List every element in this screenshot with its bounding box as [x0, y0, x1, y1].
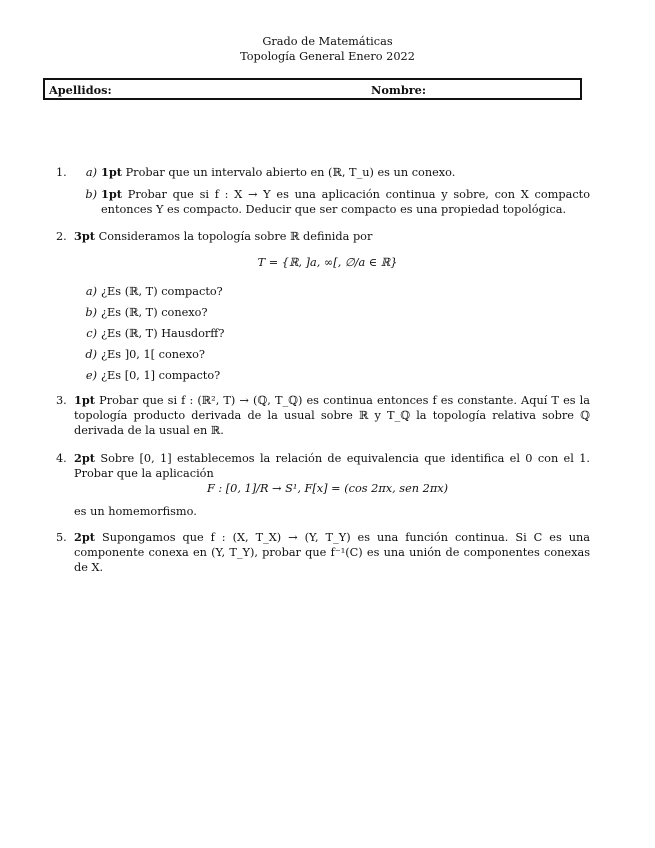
subquestion-text: ¿Es (ℝ, T) compacto? [101, 285, 223, 298]
question-text: Sobre [0, 1] establecemos la relación de equivalencia que identifica el 0 con el 1. Probar que la aplicación [74, 452, 590, 480]
subquestion-letter: e) [85, 369, 97, 382]
subquestion-letter: c) [86, 327, 97, 340]
equation: F : [0, 1]/R → S¹, F[x] = (cos 2πx, sen 2πx) [206, 482, 449, 495]
question-number: 4. [56, 452, 67, 465]
question-number: 1. [56, 166, 67, 179]
subquestion-text: ¿Es (ℝ, T) Hausdorff? [101, 327, 225, 340]
subquestion-text: Probar que si f : X → Y es una aplicación continua y sobre, con X compacto entonces Y es compacto. Deducir que ser compacto es una propiedad topológica. [101, 188, 590, 216]
question-text: es un homemorfismo. [74, 505, 197, 518]
subquestion-text: ¿Es ]0, 1[ conexo? [101, 348, 205, 361]
subquestion-text: ¿Es [0, 1] compacto? [101, 369, 221, 382]
points-badge: 2pt [74, 530, 95, 544]
points-badge: 1pt [101, 187, 122, 201]
equation: T = {ℝ, ]a, ∞[, ∅/a ∈ ℝ} [257, 256, 398, 269]
subquestion-letter: a) [85, 166, 97, 179]
points-badge: 2pt [74, 451, 95, 465]
points-badge: 3pt [74, 229, 95, 243]
name-box [43, 78, 582, 100]
surname-label: Apellidos: [49, 83, 112, 97]
exam-title: Topología General Enero 2022 [240, 50, 415, 63]
subquestion-letter: b) [85, 306, 97, 319]
subquestion-text: ¿Es (ℝ, T) conexo? [101, 306, 208, 319]
degree-title: Grado de Matemáticas [262, 35, 393, 48]
subquestion-letter: d) [85, 348, 97, 361]
question-text: Probar que si f : (ℝ², T) → (ℚ, T_ℚ) es continua entonces f es constante. Aquí T es la topología producto derivada de la usual sobre ℝ y T_ℚ la topología relativa sobre ℚ derivada de la usual en ℝ. [74, 394, 591, 437]
subquestion-text: Probar que un intervalo abierto en (ℝ, T_u) es un conexo. [125, 166, 456, 179]
question-text: Supongamos que f : (X, T_X) → (Y, T_Y) es una función continua. Si C es una componente conexa en (Y, T_Y), probar que f⁻¹(C) es una unión de componentes conexas de X. [74, 531, 590, 574]
name-label: Nombre: [371, 83, 427, 97]
points-badge: 1pt [74, 393, 95, 407]
subquestion-letter: b) [85, 188, 97, 201]
question-text: Consideramos la topología sobre ℝ definida por [98, 230, 373, 243]
subquestion-letter: a) [85, 285, 97, 298]
exam-header [0, 34, 655, 64]
question-number: 2. [56, 230, 67, 243]
points-badge: 1pt [101, 165, 122, 179]
question-number: 3. [56, 394, 67, 407]
question-number: 5. [56, 531, 67, 544]
